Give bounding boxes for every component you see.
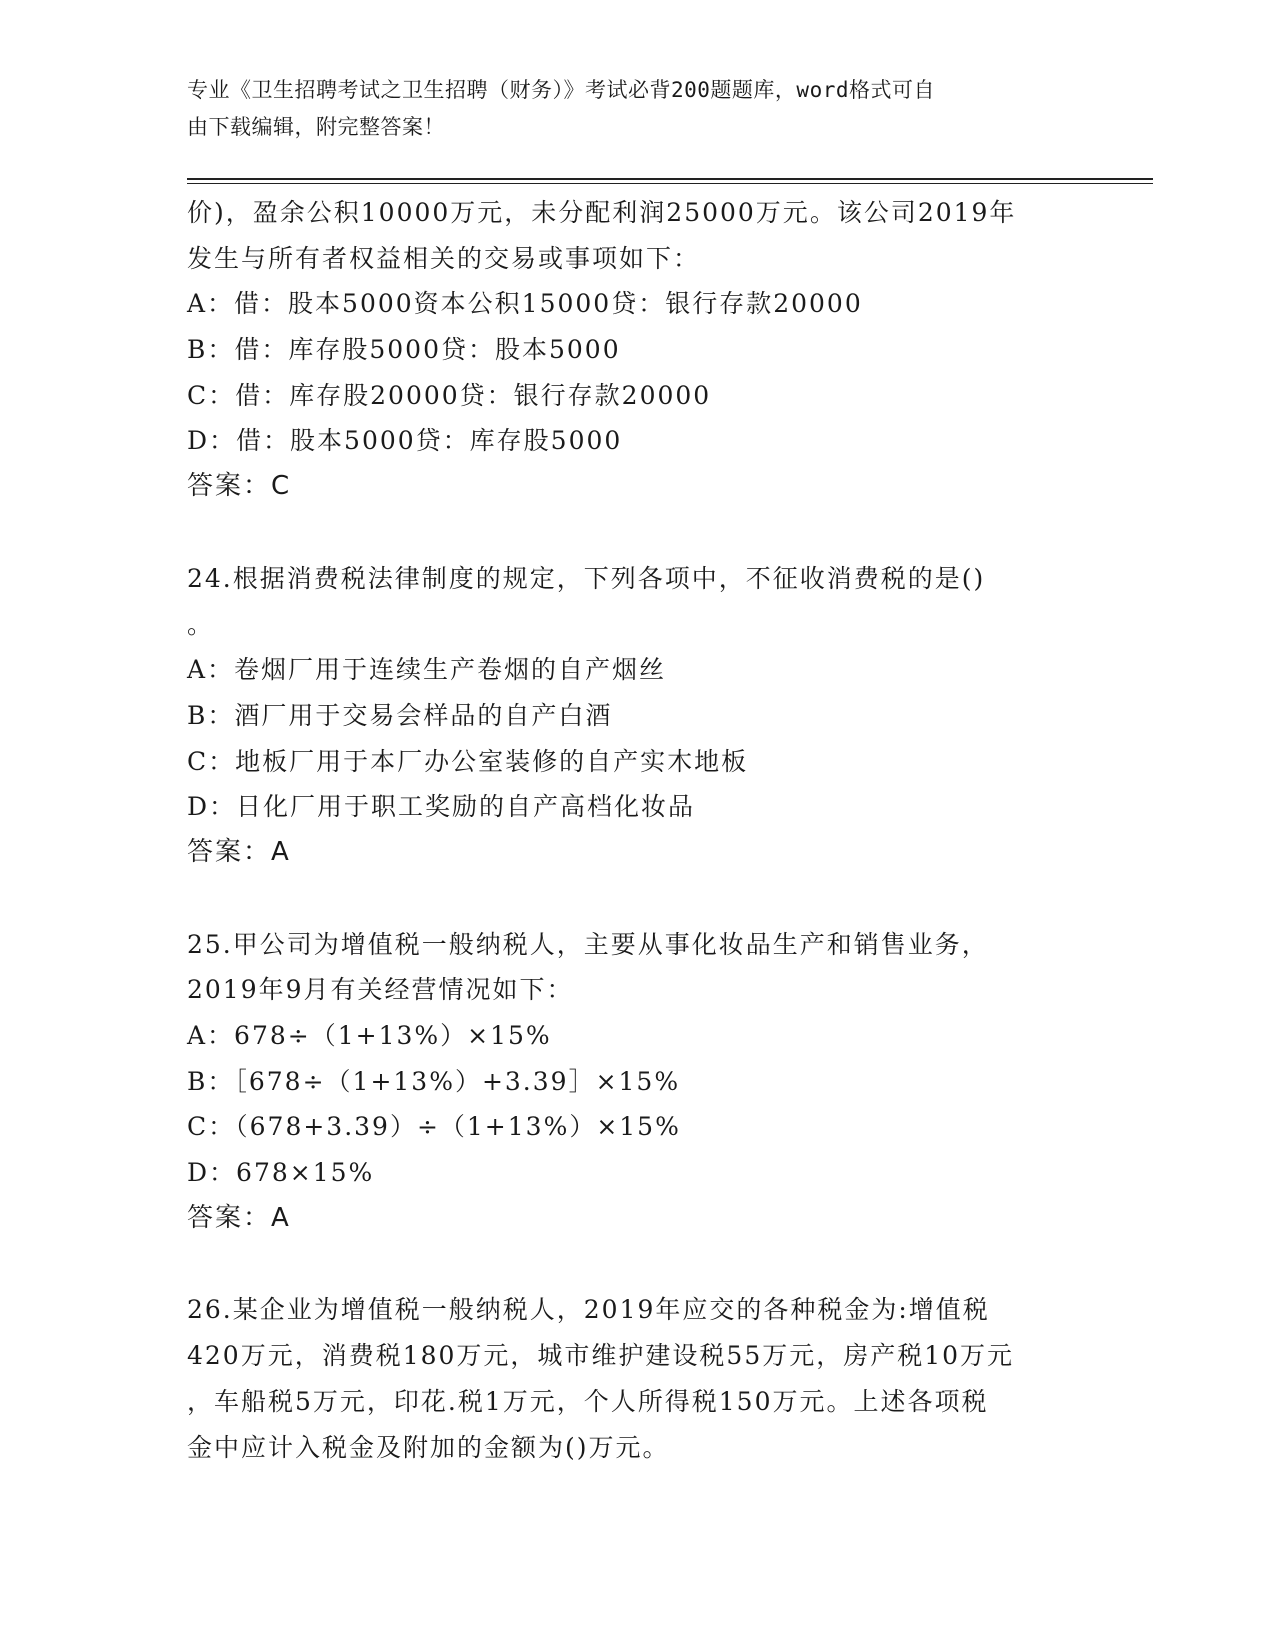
question-stem-line: 价)，盈余公积10000万元，未分配利润25000万元。该公司2019年 [187, 198, 1017, 227]
document-body [187, 190, 1087, 1470]
option-b: B：酒厂用于交易会样品的自产白酒 [187, 700, 613, 730]
option-c: C：借：库存股20000贷：银行存款20000 [187, 380, 712, 410]
question-23 [187, 190, 1087, 510]
option-d: D：678×15% [187, 1158, 375, 1188]
option-c: C：地板厂用于本厂办公室装修的自产实木地板 [187, 746, 749, 776]
question-stem-line: 420万元，消费税180万元，城市维护建设税55万元，房产税10万元 [187, 1341, 1015, 1371]
answer-line: 答案：A [187, 1202, 291, 1233]
question-stem-line: 24.根据消费税法律制度的规定，下列各项中，不征收消费税的是() [187, 563, 986, 593]
question-26 [187, 1287, 1087, 1470]
header-line-2: 由下载编辑，附完整答案！ [187, 115, 445, 139]
answer-line: 答案：C [187, 471, 292, 502]
header-line-1: 专业《卫生招聘考试之卫生招聘（财务）》考试必背200题题库，word格式可自 [187, 78, 935, 102]
option-b: B：［678÷（1+13%）+3.39］×15% [187, 1066, 681, 1096]
option-d: D：借：股本5000贷：库存股5000 [187, 426, 623, 456]
question-24 [187, 556, 1087, 876]
option-a: A：卷烟厂用于连续生产卷烟的自产烟丝 [187, 655, 667, 685]
option-a: A：678÷（1+13%）×15% [187, 1021, 552, 1050]
option-a: A：借：股本5000资本公积15000贷：银行存款20000 [187, 289, 863, 319]
option-d: D：日化厂用于职工奖励的自产高档化妆品 [187, 792, 696, 822]
question-25 [187, 922, 1087, 1242]
option-b: B：借：库存股5000贷：股本5000 [187, 335, 621, 365]
header-rule-thick [187, 178, 1153, 180]
question-stem-line: ，车船税5万元，印花.税1万元，个人所得税150万元。上述各项税 [187, 1386, 989, 1416]
answer-line: 答案：A [187, 836, 291, 867]
question-stem-line: 。 [187, 609, 215, 639]
question-stem-line: 2019年9月有关经营情况如下： [187, 975, 574, 1005]
document-header [187, 72, 1067, 146]
question-stem-line: 26.某企业为增值税一般纳税人，2019年应交的各种税金为:增值税 [187, 1295, 990, 1325]
question-stem-line: 金中应计入税金及附加的金额为()万元。 [187, 1432, 670, 1462]
question-stem-line: 发生与所有者权益相关的交易或事项如下： [187, 243, 701, 273]
header-rule-thin [187, 183, 1153, 184]
question-stem-line: 25.甲公司为增值税一般纳税人，主要从事化妆品生产和销售业务， [187, 929, 989, 959]
option-c: C：（678+3.39）÷（1+13%）×15% [187, 1112, 681, 1142]
